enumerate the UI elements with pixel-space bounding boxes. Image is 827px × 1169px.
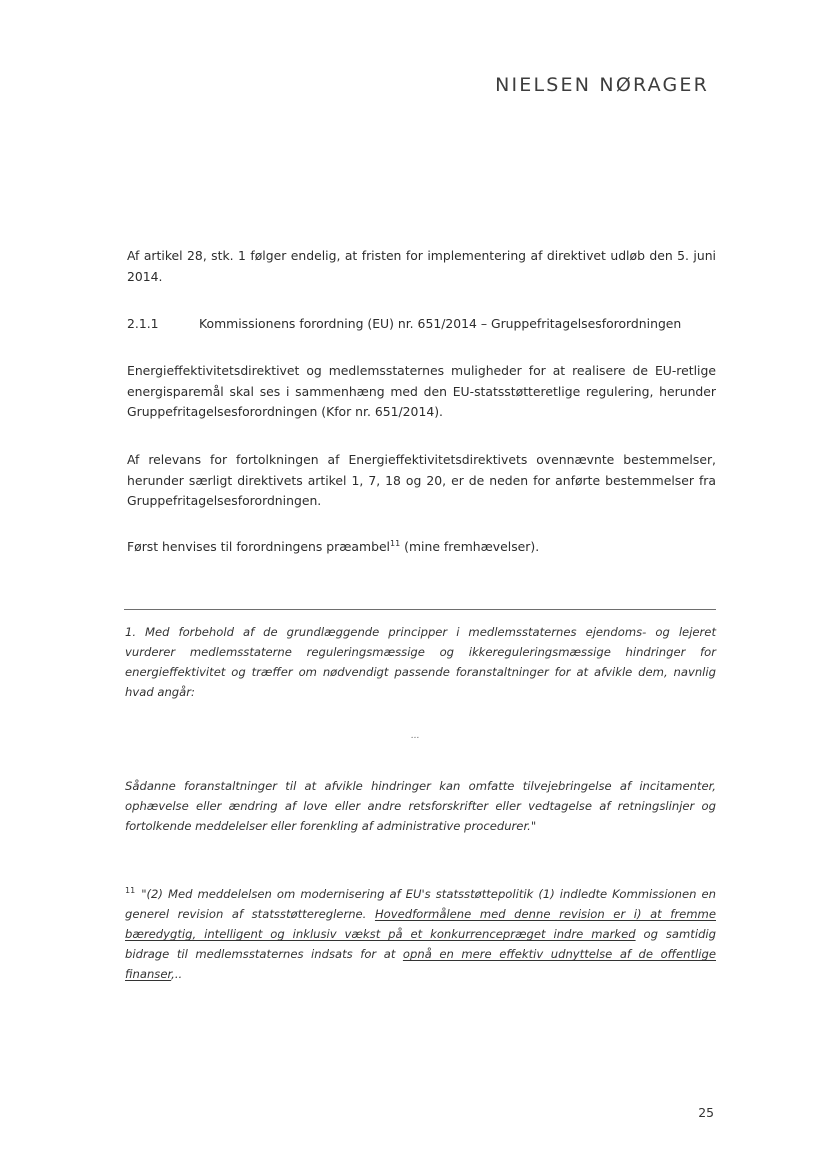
preamble-intro-text: Først henvises til forordningens præambel [127, 539, 391, 554]
quote-number: 1. [125, 625, 137, 639]
paragraph-preamble-intro [127, 537, 716, 558]
footnote-underline-b: opnå en mere effektiv udnyttelse af de offentlige finanser [125, 947, 716, 981]
quote-text-1: Med forbehold af de grundlæggende principper i medlemsstaternes ejendoms- og lejeret vurderer medlemsstaterne reguleringsmæssige og ikkereguleringsmæssige hindringer for energieffektivitet og træffer om nødvendigt passende foranstaltninger for at afvikle dem, navnlig hvad angår: [125, 625, 716, 699]
section-heading [127, 316, 681, 331]
footnote-mark: 11 [125, 886, 136, 896]
paragraph-deadline: Af artikel 28, stk. 1 følger endelig, at fristen for implementering af direktivet udløb den 5. juni 2014. [127, 248, 716, 284]
paragraph-relevance: Af relevans for fortolkningen af Energieffektivitetsdirektivets ovennævnte bestemmelser, herunder særligt direktivets artikel 1, 7, 18 og 20, er de neden for anførte bestemmelser fra Gruppefritagelsesforordningen. [127, 452, 716, 508]
paragraph-context: Energieffektivitetsdirektivet og medlemsstaternes muligheder for at realisere de EU-retlige energisparemål skal ses i sammenhæng med den EU-statsstøtteretlige regulering, herunder Gruppefritagelsesforordningen (Kfor nr. 651/2014). [127, 363, 716, 419]
preamble-intro-tail: (mine fremhævelser). [400, 539, 540, 554]
footnote-text-a: "(2) Med meddelelsen om modernisering af EU's statsstøttepolitik (1) indledte Kommissionen en generel revision af statsstøttereglerne. [125, 887, 716, 921]
section-title: Kommissionens forordning (EU) nr. 651/2014 – Gruppefritagelsesforordningen [199, 316, 682, 331]
quote-block-1 [125, 622, 716, 702]
footnote-text-b: og samtidig bidrage til medlemsstaternes indsats for at [125, 927, 717, 961]
footnote-11 [125, 884, 716, 984]
footnote-reference[interactable]: 11 [390, 538, 401, 548]
section-divider [124, 609, 716, 610]
company-logo: NIELSEN NØRAGER [495, 74, 709, 96]
footnote-underline-a: Hovedformålene med denne revision er i) at fremme bæredygtig, intelligent og inklusiv vækst på et konkurrencepræget indre marked [125, 907, 716, 941]
quote-ellipsis: ... [411, 731, 420, 741]
quote-text-2: Sådanne foranstaltninger til at afvikle hindringer kan omfatte tilvejebringelse af incitamenter, ophævelse eller ændring af love eller andre retsforskrifter eller vedtagelse af retningslinjer og fortolkende meddelelser eller forenkling af administrative procedurer." [125, 779, 716, 833]
section-number: 2.1.1 [127, 316, 159, 331]
footnote-text-c: ,.. [171, 967, 183, 981]
page-number: 25 [698, 1105, 714, 1120]
